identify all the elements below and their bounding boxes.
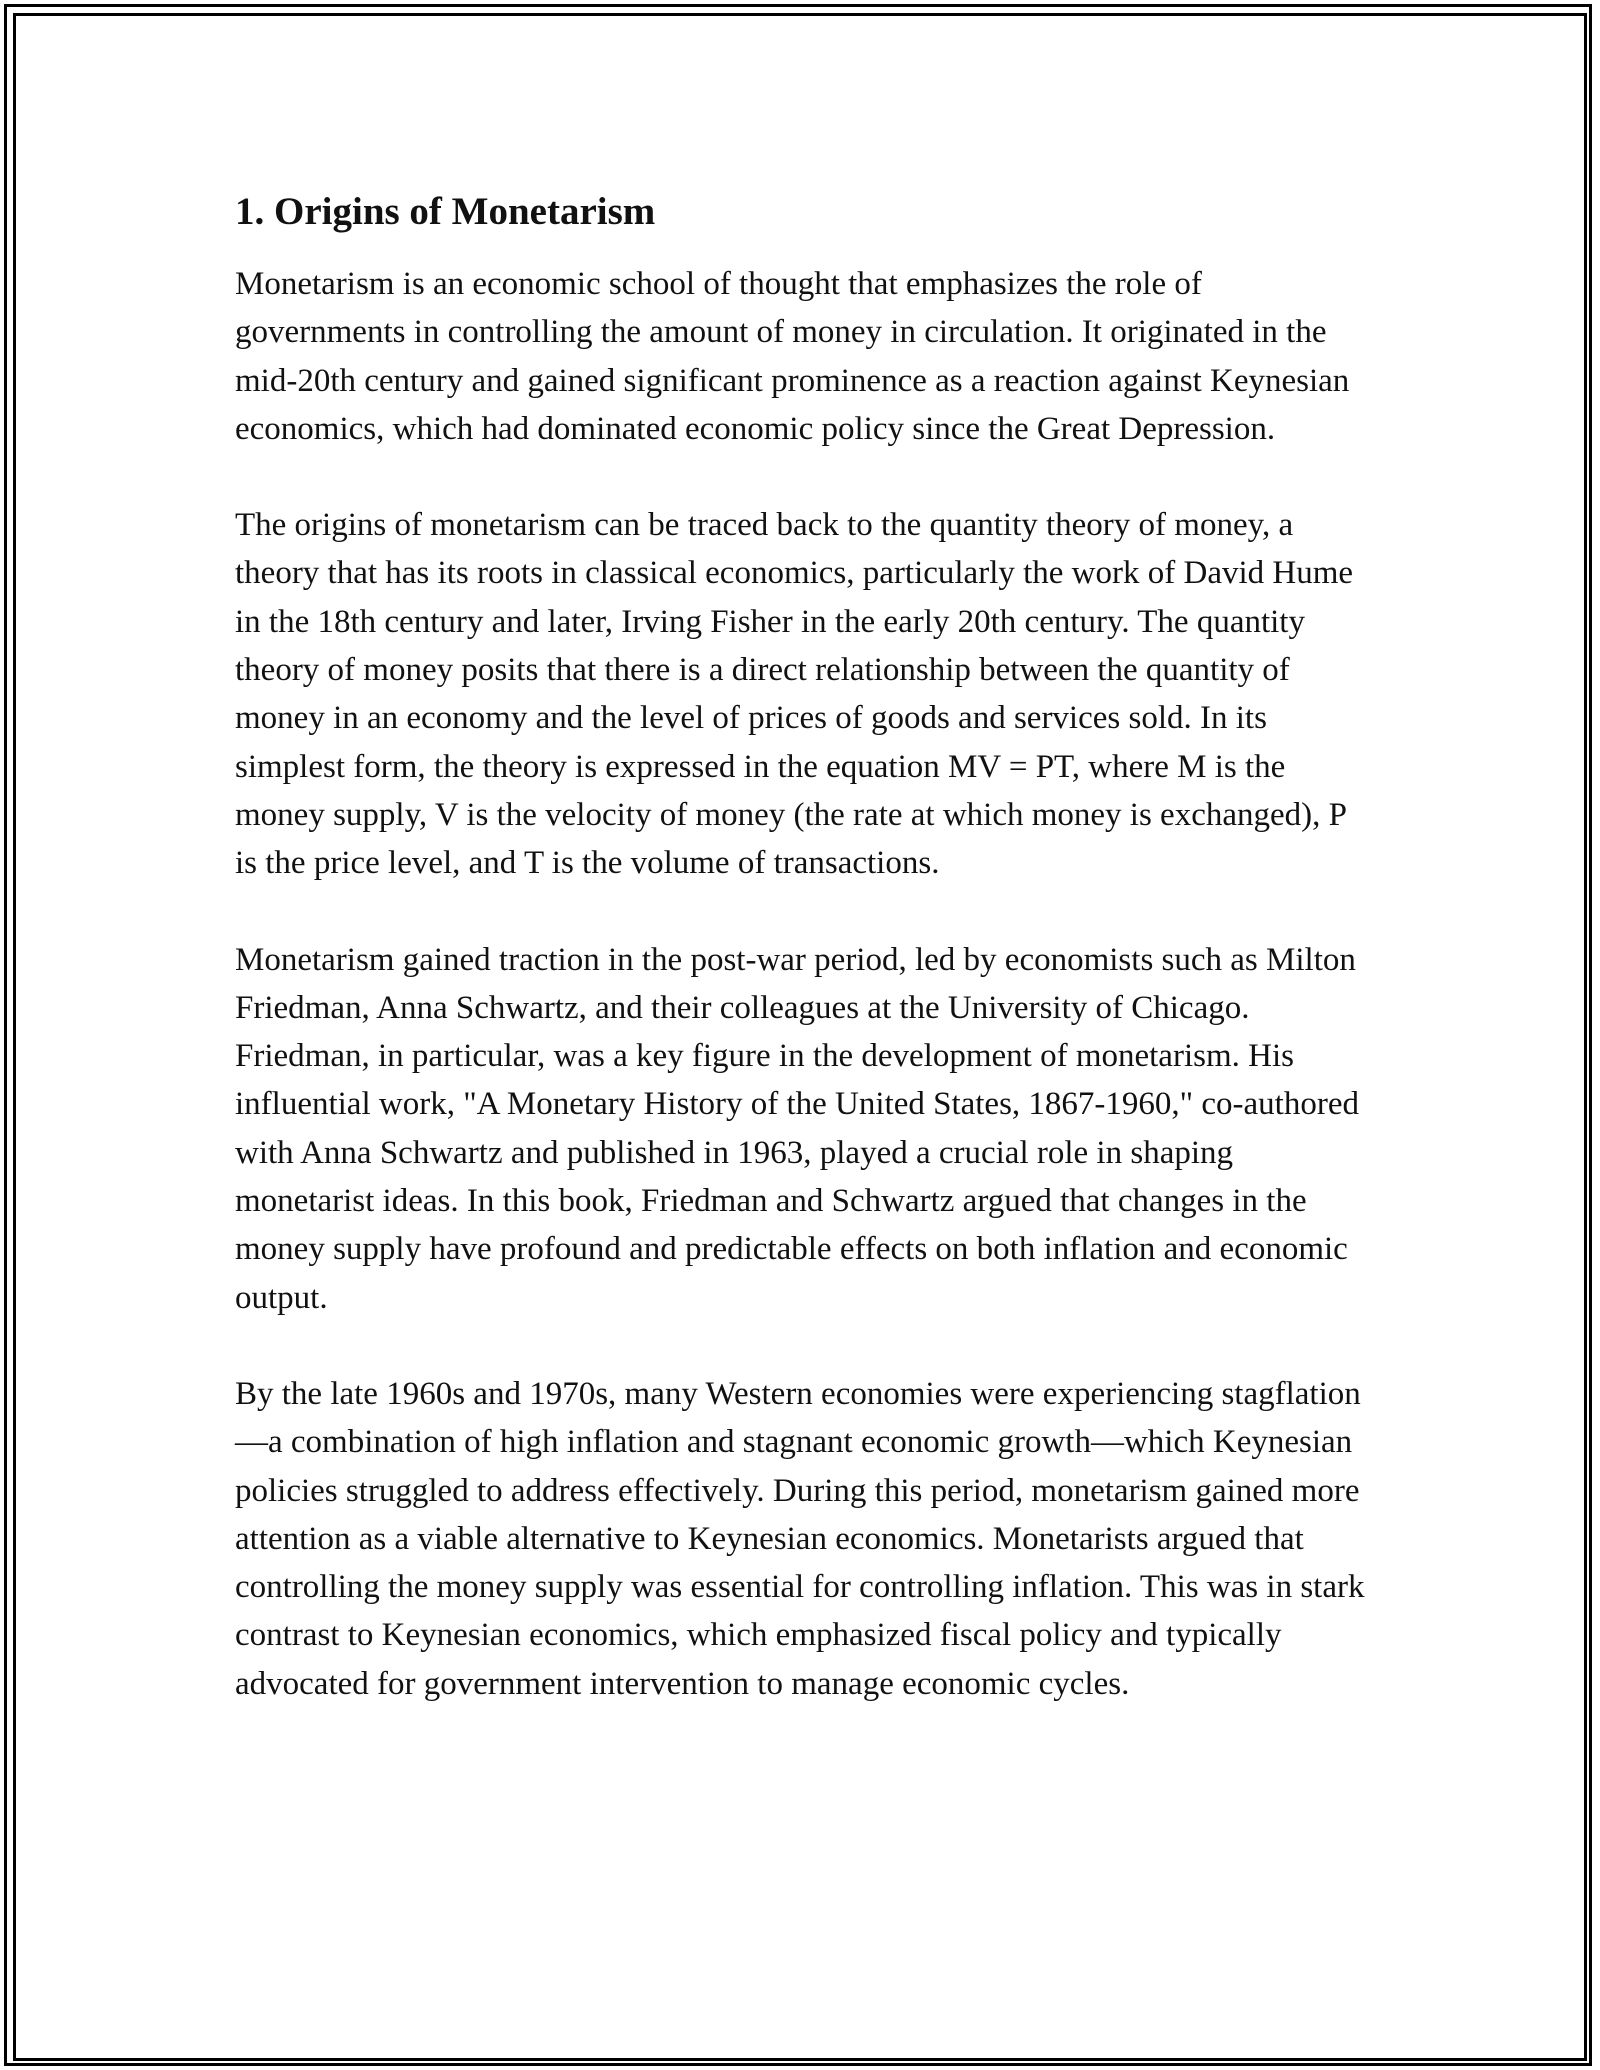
section-heading: 1. Origins of Monetarism (235, 190, 656, 233)
paragraph-origins-intro: Monetarism is an economic school of thought that emphasizes the role of governments in controlling the amount of money in circulation. It originated in the mid-20th century and gained significant prominence as a reaction against Keynesian economics, which had dominated economic policy since the Great Depression. (235, 266, 1350, 447)
paragraph-stagflation: By the late 1960s and 1970s, many Western economies were experiencing stagflation—a combination of high inflation and stagnant economic growth—which Keynesian policies struggled to address effectively. During this period, monetarism gained more attention as a viable alternative to Keynesian economics. Monetarists argued that controlling the money supply was essential for controlling inflation. This was in stark contrast to Keynesian economics, which emphasized fiscal policy and typically advocated for government intervention to manage economic cycles. (235, 1375, 1365, 1702)
paragraph-friedman: Monetarism gained traction in the post-war period, led by economists such as Milton Friedman, Anna Schwartz, and their colleagues at the University of Chicago. Friedman, in particular, was a key figure in the development of monetarism. His influential work, "A Monetary History of the United States, 1867-1960," co-authored with Anna Schwartz and published in 1963, played a crucial role in shaping monetarist ideas. In this book, Friedman and Schwartz argued that changes in the money supply have profound and predictable effects on both inflation and economic output. (235, 941, 1359, 1316)
document-body (235, 186, 1370, 1708)
paragraph-quantity-theory: The origins of monetarism can be traced back to the quantity theory of money, a theory that has its roots in classical economics, particularly the work of David Hume in the 18th century and later, Irving Fisher in the early 20th century. The quantity theory of money posits that there is a direct relationship between the quantity of money in an economy and the level of prices of goods and services sold. In its simplest form, the theory is expressed in the equation MV = PT, where M is the money supply, V is the velocity of money (the rate at which money is exchanged), P is the price level, and T is the volume of transactions. (235, 507, 1354, 882)
